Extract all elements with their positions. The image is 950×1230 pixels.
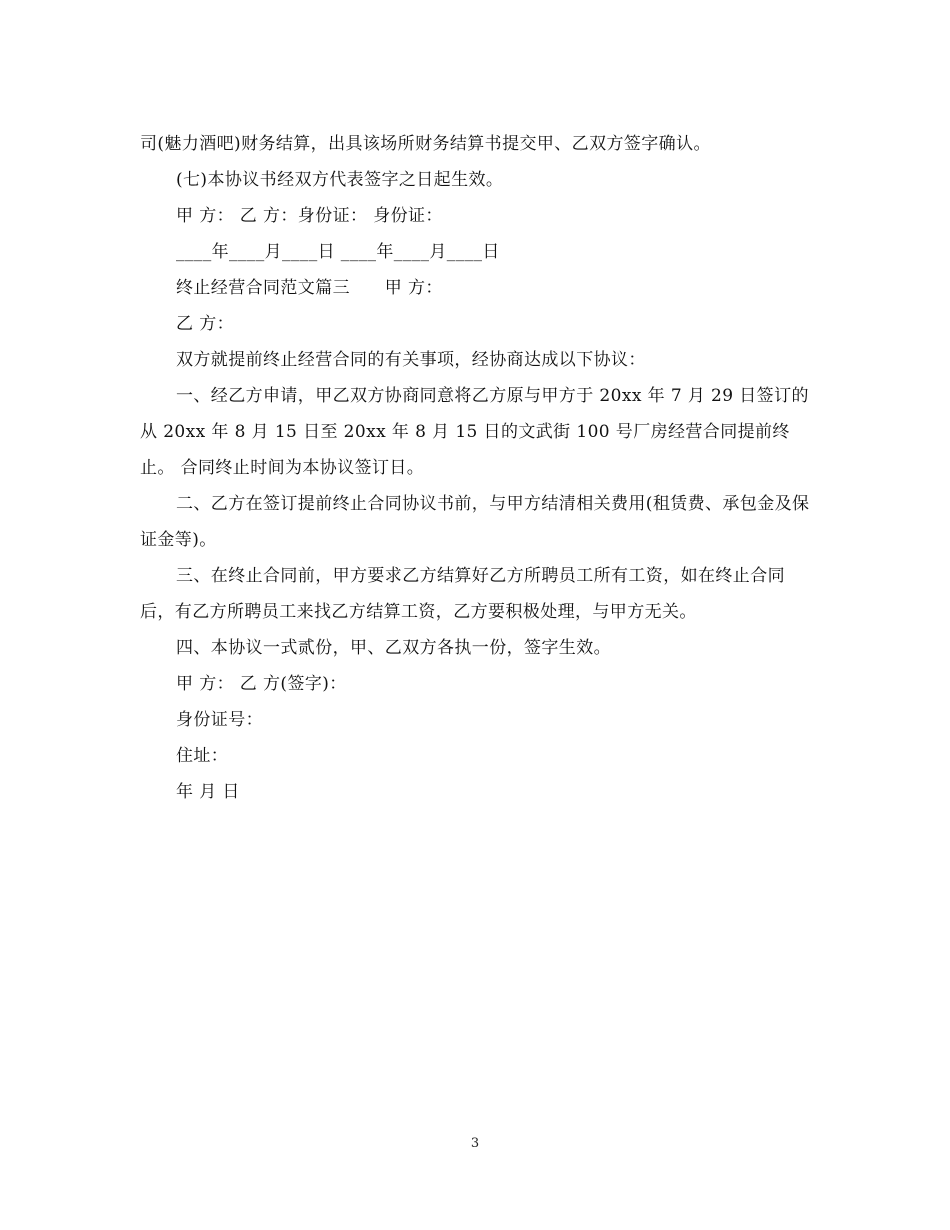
signature-line: 甲 方： 乙 方：身份证： 身份证： <box>176 206 443 226</box>
id-number-line: 身份证号： <box>176 710 263 730</box>
signature-line: 甲 方： 乙 方(签字)： <box>176 674 347 694</box>
address-line: 住址： <box>176 746 229 766</box>
clause-3: 三、在终止合同前，甲方要求乙方结算好乙方所聘员工所有工资，如在终止合同后，有乙方所聘员工来找乙方结算工资，乙方要积极处理，与甲方无关。 <box>140 566 785 622</box>
date-line: 年 月 日 <box>176 782 240 802</box>
section-heading: 终止经营合同范文篇三 甲 方： <box>176 278 443 298</box>
paragraph: 双方就提前终止经营合同的有关事项，经协商达成以下协议： <box>176 350 646 370</box>
page-number: 3 <box>470 1136 480 1151</box>
clause-1: 一、经乙方申请，甲乙双方协商同意将乙方原与甲方于 20xx 年 7 月 29 日签订的从 20xx 年 8 月 15 日至 20xx 年 8 月 15 日的文武街 100 号厂房经营合同提前终止。 合同终止时间为本协议签订日。 <box>140 386 809 478</box>
clause-4: 四、本协议一式贰份，甲、乙双方各执一份，签字生效。 <box>176 638 611 658</box>
clause-2: 二、乙方在签订提前终止合同协议书前，与甲方结清相关费用(租赁费、承包金及保证金等)。 <box>140 494 810 550</box>
paragraph: 司(魅力酒吧)财务结算，出具该场所财务结算书提交甲、乙双方签字确认。 <box>140 134 711 154</box>
party-line: 乙 方： <box>176 314 235 334</box>
date-line: ____年____月____日 ____年____月____日 <box>176 242 500 262</box>
paragraph: (七)本协议书经双方代表签字之日起生效。 <box>176 170 504 190</box>
document-body <box>140 126 810 810</box>
